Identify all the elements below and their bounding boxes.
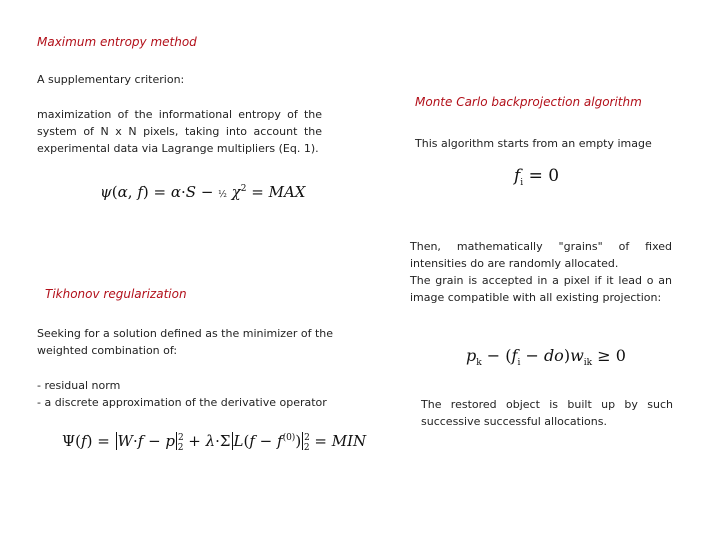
- entropy-formula: ψ(α, f) = α·S − ½ $\chi^2$ = MAX: [100, 183, 306, 201]
- bullet-item: - residual norm: [37, 379, 121, 392]
- bullet-list: [37, 377, 327, 411]
- accept-description: The grain is accepted in a pixel if it lead o an image compatible with all existing projection:: [410, 274, 672, 304]
- monte-carlo-intro: This algorithm starts from an empty image: [415, 137, 652, 150]
- max-entropy-description: maximization of the informational entropy of the system of N x N pixels, taking into account the experimental data via Lagrange multipliers (Eq. 1).: [37, 108, 322, 155]
- supplementary-criterion: A supplementary criterion:: [37, 73, 185, 86]
- accept-formula: $p_k - (f_i - do)w_{ik} \ge 0$: [466, 346, 626, 368]
- tikhonov-description: Seeking for a solution defined as the minimizer of the weighted combination of:: [37, 327, 334, 357]
- tikhonov-title: Tikhonov regularization: [45, 287, 187, 301]
- grains-description: Then, mathematically "grains" of fixed intensities do are randomly allocated.: [410, 240, 672, 270]
- bullet-item: - a discrete approximation of the derivative operator: [37, 396, 327, 409]
- tikhonov-formula: Ψ(f) = W·f − p $^2_2$ + λ·Σ $L(f - f^{(0)})$ $^2_2$ = MIN: [62, 432, 367, 453]
- init-formula: $f_i = 0$: [514, 166, 560, 188]
- monte-carlo-title: Monte Carlo backprojection algorithm: [415, 95, 642, 109]
- conclusion-text: The restored object is built up by such successive successful allocations.: [421, 398, 673, 428]
- max-entropy-title: Maximum entropy method: [37, 35, 197, 49]
